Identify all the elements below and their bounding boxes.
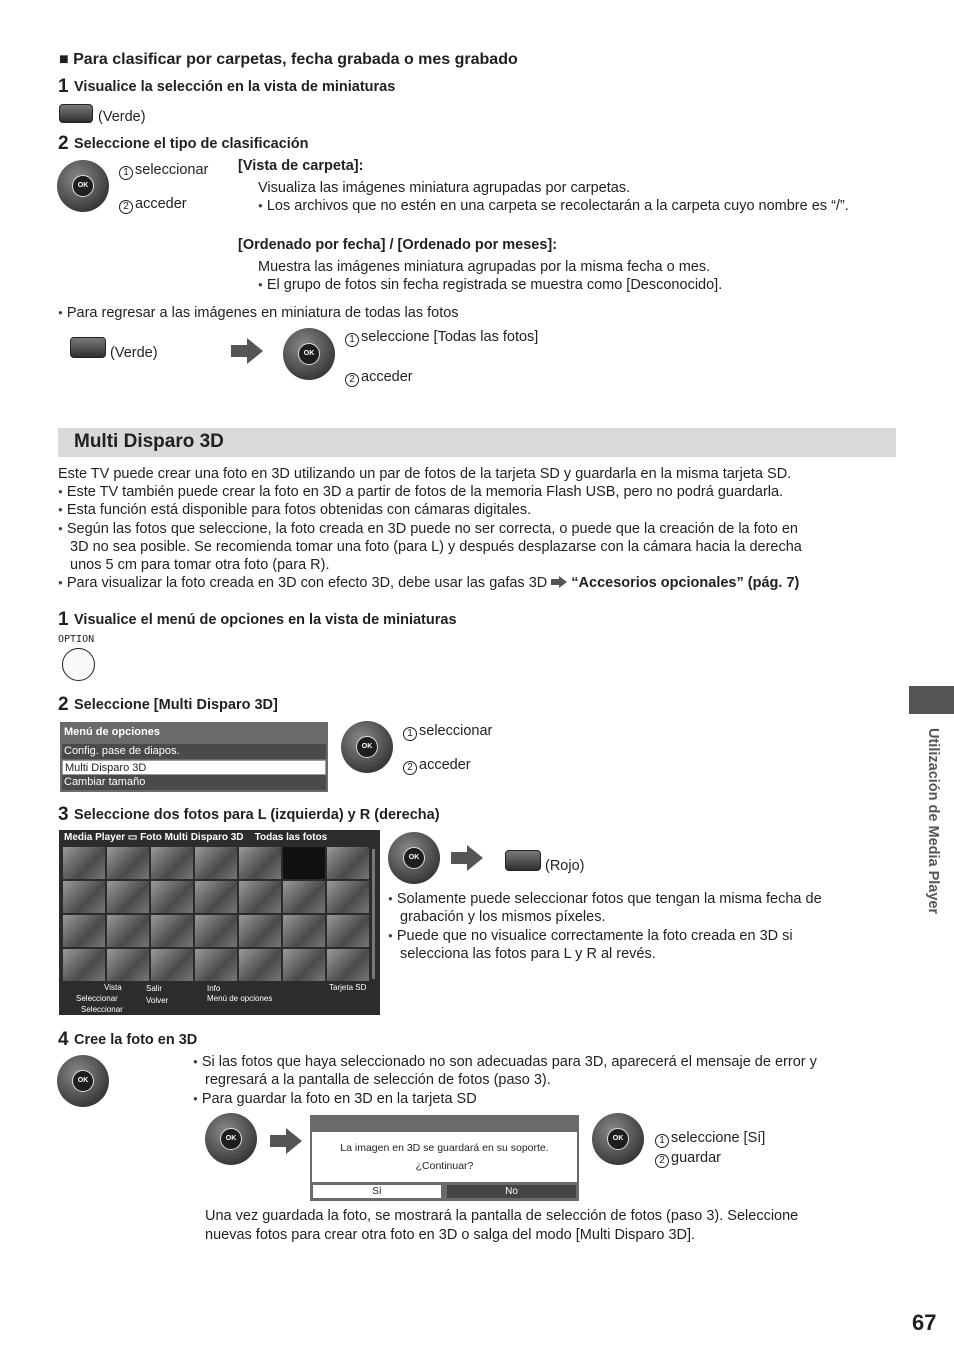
- dpad-icon: OK: [388, 832, 440, 884]
- note: ● Puede que no visualice correctamente la foto creada en 3D si: [388, 927, 793, 945]
- footer-label: Salir: [146, 984, 163, 993]
- note-cont: selecciona las fotos para L y R al revés.: [400, 946, 656, 962]
- date-title: [Ordenado por fecha] / [Ordenado por meses]:: [238, 237, 558, 253]
- note: ● Si las fotos que haya seleccionado no son adecuadas para 3D, aparecerá el mensaje de error y: [193, 1053, 817, 1071]
- select-label: 1 seleccionar: [403, 722, 492, 741]
- bullet: ● Según las fotos que seleccione, la foto creada en 3D puede no ser correcta, o puede que la creación de la foto en: [58, 520, 798, 538]
- select-label: 1 seleccionar: [119, 161, 208, 180]
- return-note: ● Para regresar a las imágenes en miniatura de todas las fotos: [58, 304, 459, 322]
- final-text: Una vez guardada la foto, se mostrará la pantalla de selección de fotos (paso 3). Seleccione: [205, 1208, 799, 1224]
- dialog-question: ¿Continuar?: [415, 1160, 474, 1172]
- step-text: Visualice el menú de opciones en la vista de miniaturas: [74, 612, 457, 628]
- thumbnail-grid[interactable]: [63, 847, 369, 981]
- photo-selection-screen: [59, 830, 380, 1015]
- menu-item-selected[interactable]: Multi Disparo 3D: [62, 760, 326, 775]
- sidebar-label: Utilización de Media Player: [925, 728, 941, 915]
- note-cont: regresará a la pantalla de selección de fotos (paso 3).: [205, 1072, 551, 1088]
- step-number: 1: [58, 609, 69, 630]
- step-text: Visualice la selección en la vista de miniaturas: [74, 79, 396, 95]
- option-button-icon: [62, 648, 95, 681]
- footer-label: Menú de opciones: [207, 994, 273, 1003]
- section-heading: ■ Para clasificar por carpetas, fecha grabada o mes grabado: [59, 51, 518, 68]
- step-number: 2: [58, 133, 69, 154]
- select-all-label: 1 seleccione [Todas las fotos]: [345, 328, 538, 347]
- bullet: ● Esta función está disponible para fotos obtenidas con cámaras digitales.: [58, 501, 531, 519]
- folder-title: [Vista de carpeta]:: [238, 158, 364, 174]
- intro-text: Este TV puede crear una foto en 3D utilizando un par de fotos de la tarjeta SD y guardarla en la misma tarjeta SD.: [58, 466, 792, 482]
- enter-label: 2 acceder: [119, 195, 187, 214]
- step-text: Cree la foto en 3D: [74, 1032, 198, 1048]
- step-text: Seleccione el tipo de clasificación: [74, 136, 309, 152]
- folder-note: ● Los archivos que no estén en una carpeta se recolectarán a la carpeta cuyo nombre es “/”.: [258, 197, 890, 215]
- green-button: [70, 337, 106, 358]
- footer-label: Info: [207, 984, 221, 993]
- dpad-icon: OK: [592, 1113, 644, 1165]
- dpad-icon: OK: [57, 160, 109, 212]
- step-text: Seleccione [Multi Disparo 3D]: [74, 697, 278, 713]
- save-label: 2 guardar: [655, 1149, 721, 1168]
- footer-label: Volver: [146, 996, 169, 1005]
- footer-label: Vista: [104, 983, 122, 992]
- footer-label: Seleccionar: [76, 994, 118, 1003]
- dpad-icon: OK: [57, 1055, 109, 1107]
- note: ● Solamente puede seleccionar fotos que tengan la misma fecha de: [388, 890, 822, 908]
- note: ● Para guardar la foto en 3D en la tarjeta SD: [193, 1090, 477, 1108]
- date-desc: Muestra las imágenes miniatura agrupadas por la misma fecha o mes.: [258, 259, 711, 275]
- arrow-right-icon: [231, 338, 263, 364]
- options-menu: Menú de opciones Config. pase de diapos. Multi Disparo 3D Cambiar tamaño: [60, 722, 328, 792]
- menu-item[interactable]: Cambiar tamaño: [62, 775, 326, 790]
- dialog-message: La imagen en 3D se guardará en su soporte.: [340, 1142, 549, 1154]
- menu-item[interactable]: Config. pase de diapos.: [62, 744, 326, 759]
- no-button[interactable]: No: [447, 1185, 576, 1198]
- enter-label: 2 acceder: [403, 756, 471, 775]
- arrow-right-icon: [551, 576, 567, 588]
- dpad-icon: OK: [341, 721, 393, 773]
- footer-label: Tarjeta SD: [329, 983, 367, 992]
- select-yes-label: 1 seleccione [Sí]: [655, 1129, 765, 1148]
- save-dialog: [310, 1115, 579, 1201]
- page-number: 67: [912, 1310, 937, 1335]
- step-number: 1: [58, 76, 69, 97]
- screen-header: Media Player ▭ Foto Multi Disparo 3D Todas las fotos: [64, 832, 328, 843]
- side-tab: [909, 686, 954, 714]
- final-text: nuevas fotos para crear otra foto en 3D o salga del modo [Multi Disparo 3D].: [205, 1227, 696, 1243]
- enter-label: 2 acceder: [345, 368, 413, 387]
- dpad-icon: OK: [205, 1113, 257, 1165]
- sidebar-label-wrap: [921, 728, 941, 958]
- dpad-icon: OK: [283, 328, 335, 380]
- step-number: 3: [58, 804, 69, 825]
- step-number: 4: [58, 1029, 69, 1050]
- accessories-link: “Accesorios opcionales” (pág. 7): [571, 575, 800, 591]
- option-label: OPTION: [58, 634, 95, 645]
- footer-label: Seleccionar: [81, 1005, 123, 1014]
- arrow-right-icon: [270, 1128, 302, 1154]
- green-label: (Verde): [98, 109, 146, 125]
- bullet-cont: unos 5 cm para tomar otra foto (para R).: [70, 557, 330, 573]
- green-button: [59, 104, 93, 123]
- folder-desc: Visualiza las imágenes miniatura agrupadas por carpetas.: [258, 180, 631, 196]
- step-number: 2: [58, 694, 69, 715]
- red-button: [505, 850, 541, 871]
- red-label: (Rojo): [545, 858, 585, 874]
- bullet: ● Este TV también puede crear la foto en 3D a partir de fotos de la memoria Flash USB, pero no podrá guardarla.: [58, 483, 783, 501]
- step-text: Seleccione dos fotos para L (izquierda) y R (derecha): [74, 807, 440, 823]
- bullet-cont: 3D no sea posible. Se recomienda tomar una foto (para L) y después desplazarse con la cámara hacia la derecha: [70, 539, 802, 555]
- arrow-right-icon: [451, 845, 483, 871]
- bullet: ● Para visualizar la foto creada en 3D con efecto 3D, debe usar las gafas 3D “Accesorios opcionales” (pág. 7): [58, 574, 799, 592]
- yes-button[interactable]: Sí: [313, 1185, 441, 1198]
- scrollbar[interactable]: [372, 849, 375, 979]
- date-note: ● El grupo de fotos sin fecha registrada se muestra como [Desconocido].: [258, 276, 722, 294]
- green-label: (Verde): [110, 345, 158, 361]
- note-cont: grabación y los mismos píxeles.: [400, 909, 606, 925]
- section-title-bar: Multi Disparo 3D: [58, 428, 896, 457]
